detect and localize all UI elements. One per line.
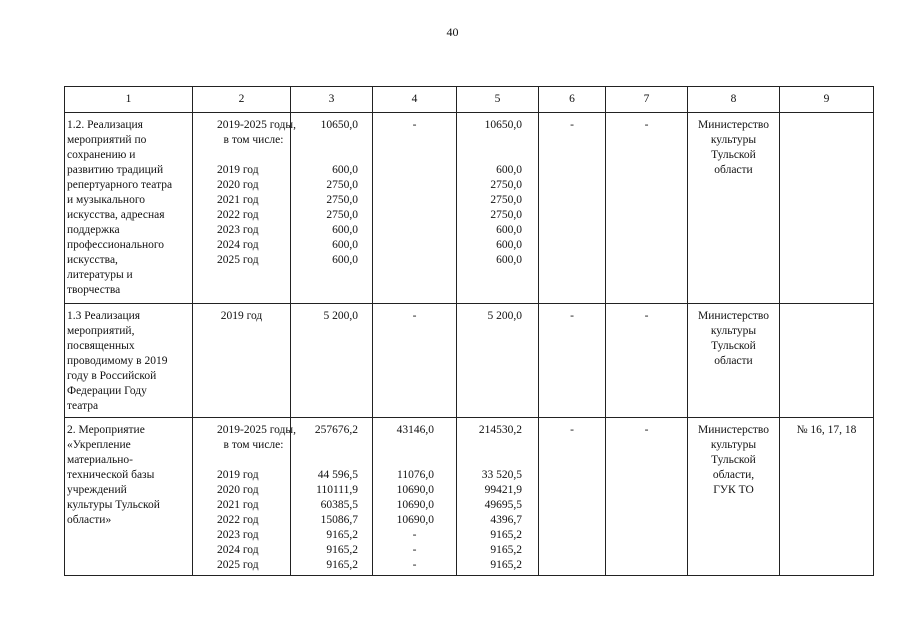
year-label: 2022 год bbox=[217, 209, 259, 221]
executor-line: Министерство bbox=[698, 424, 769, 436]
year-value: 10690,0 bbox=[396, 514, 434, 526]
header-cell-1: 1 bbox=[65, 87, 193, 113]
name-line: технической базы bbox=[67, 469, 155, 481]
year-value: 44 596,5 bbox=[317, 469, 358, 481]
header-cell-4: 4 bbox=[373, 87, 457, 113]
total-value: 10650,0 bbox=[484, 119, 522, 131]
header-row bbox=[65, 87, 874, 113]
name-line: Федерации Году bbox=[67, 385, 147, 397]
total-value: 257676,2 bbox=[314, 424, 358, 436]
col6-cell: - bbox=[539, 418, 606, 576]
name-line: литературы и bbox=[67, 269, 133, 281]
year-value: 600,0 bbox=[496, 239, 522, 251]
period-header: 2019-2025 годы, bbox=[217, 424, 297, 436]
executor-line: Тульской bbox=[711, 149, 756, 161]
year-value: 2750,0 bbox=[326, 209, 358, 221]
program-table bbox=[64, 86, 874, 576]
name-line: творчества bbox=[67, 284, 121, 296]
year-label: 2022 год bbox=[217, 514, 259, 526]
year-value: 9165,2 bbox=[490, 559, 522, 571]
name-line: мероприятий, bbox=[67, 325, 135, 337]
page-number: 40 bbox=[446, 25, 459, 39]
name-line: культуры Тульской bbox=[67, 499, 160, 511]
total-value: 43146,0 bbox=[396, 424, 434, 436]
regional-funding-cell bbox=[457, 304, 539, 418]
name-line: репертуарного театра bbox=[67, 179, 173, 191]
year-value: 110111,9 bbox=[316, 484, 358, 496]
year-value: 9165,2 bbox=[490, 529, 522, 541]
year-value: 60385,5 bbox=[320, 499, 358, 511]
regional-funding-cell bbox=[457, 113, 539, 304]
year-value: 9165,2 bbox=[490, 544, 522, 556]
col6-cell: - bbox=[539, 113, 606, 304]
year-label: 2025 год bbox=[217, 254, 259, 266]
total-value: - bbox=[412, 310, 417, 322]
year-value: 600,0 bbox=[332, 224, 358, 236]
total-funding-cell bbox=[291, 304, 373, 418]
year-value: 600,0 bbox=[496, 224, 522, 236]
executor-cell bbox=[688, 113, 780, 304]
name-line: материально- bbox=[67, 454, 133, 466]
executor-line: Министерство bbox=[698, 310, 769, 322]
year-label: 2019 год bbox=[217, 469, 259, 481]
year-label: 2024 год bbox=[217, 239, 259, 251]
year-value: 2750,0 bbox=[326, 194, 358, 206]
year-value: - bbox=[412, 529, 417, 541]
header-cell-6: 6 bbox=[539, 87, 606, 113]
period-header: 2019-2025 годы, bbox=[217, 119, 297, 131]
name-line: учреждений bbox=[67, 484, 127, 496]
year-value: 600,0 bbox=[496, 164, 522, 176]
total-value: 5 200,0 bbox=[323, 310, 358, 322]
indicator-cell: № 16, 17, 18 bbox=[780, 418, 874, 576]
name-line: мероприятий по bbox=[67, 134, 147, 146]
year-value: 2750,0 bbox=[490, 179, 522, 191]
total-value: 5 200,0 bbox=[487, 310, 522, 322]
executor-cell bbox=[688, 418, 780, 576]
year-value: 2750,0 bbox=[326, 179, 358, 191]
year-label: 2020 год bbox=[217, 484, 259, 496]
header-cell-7: 7 bbox=[606, 87, 688, 113]
year-value: 10690,0 bbox=[396, 484, 434, 496]
period-header: в том числе: bbox=[223, 134, 284, 146]
year-label: 2021 год bbox=[217, 499, 259, 511]
year-value: 9165,2 bbox=[326, 544, 358, 556]
total-value: 10650,0 bbox=[320, 119, 358, 131]
year-value: 600,0 bbox=[332, 164, 358, 176]
year-label: 2023 год bbox=[217, 529, 259, 541]
period-cell bbox=[193, 418, 297, 576]
year-value: 600,0 bbox=[332, 239, 358, 251]
name-line: театра bbox=[67, 400, 99, 412]
year-label: 2021 год bbox=[217, 194, 259, 206]
executor-line: области bbox=[714, 355, 753, 367]
executor-cell bbox=[688, 304, 780, 418]
year-label: 2025 год bbox=[217, 559, 259, 571]
table-row bbox=[65, 113, 874, 304]
year-value: 9165,2 bbox=[326, 559, 358, 571]
col7-cell: - bbox=[606, 304, 688, 418]
period-header: в том числе: bbox=[223, 439, 284, 451]
year-value: 600,0 bbox=[496, 254, 522, 266]
name-line: и музыкального bbox=[67, 194, 146, 206]
regional-funding-cell bbox=[457, 418, 539, 576]
name-line: году в Российской bbox=[67, 370, 157, 382]
header-cell-9: 9 bbox=[780, 87, 874, 113]
federal-funding-cell bbox=[373, 304, 457, 418]
name-line: искусства, bbox=[67, 254, 118, 266]
header-cell-8: 8 bbox=[688, 87, 780, 113]
name-line: искусства, адресная bbox=[67, 209, 165, 221]
total-funding-cell bbox=[291, 418, 373, 576]
year-value: 9165,2 bbox=[326, 529, 358, 541]
year-label: 2023 год bbox=[217, 224, 259, 236]
activity-name-cell bbox=[65, 304, 193, 418]
name-line: профессионального bbox=[67, 239, 165, 251]
name-line: 2. Мероприятие bbox=[67, 424, 145, 436]
name-line: области» bbox=[67, 514, 112, 526]
activity-name-cell bbox=[65, 113, 193, 304]
year-value: 2750,0 bbox=[490, 194, 522, 206]
col7-cell: - bbox=[606, 113, 688, 304]
year-value: 33 520,5 bbox=[481, 469, 522, 481]
table-row bbox=[65, 304, 874, 418]
year-value: 600,0 bbox=[332, 254, 358, 266]
executor-line: Тульской bbox=[711, 340, 756, 352]
executor-line: области, bbox=[712, 469, 755, 481]
name-line: поддержка bbox=[67, 224, 120, 236]
executor-line: Министерство bbox=[698, 119, 769, 131]
total-value: - bbox=[412, 119, 417, 131]
year-value: 4396,7 bbox=[490, 514, 522, 526]
executor-line: культуры bbox=[710, 134, 757, 146]
activity-name-cell bbox=[65, 418, 193, 576]
indicator-cell bbox=[780, 113, 874, 304]
year-value: - bbox=[412, 544, 417, 556]
year-label: 2019 год bbox=[217, 164, 259, 176]
name-line: посвященных bbox=[67, 340, 135, 352]
executor-line: культуры bbox=[710, 325, 757, 337]
year-value: 99421,9 bbox=[484, 484, 522, 496]
year-label: 2020 год bbox=[217, 179, 259, 191]
year-value: 2750,0 bbox=[490, 209, 522, 221]
year-label: 2024 год bbox=[217, 544, 259, 556]
federal-funding-cell bbox=[373, 418, 457, 576]
year-value: - bbox=[412, 559, 417, 571]
col6-cell: - bbox=[539, 304, 606, 418]
year-value: 49695,5 bbox=[484, 499, 522, 511]
period-cell: 2019 год bbox=[193, 304, 291, 418]
federal-funding-cell bbox=[373, 113, 457, 304]
col7-cell: - bbox=[606, 418, 688, 576]
header-cell-2: 2 bbox=[193, 87, 291, 113]
executor-line: Тульской bbox=[711, 454, 756, 466]
header-cell-5: 5 bbox=[457, 87, 539, 113]
indicator-cell bbox=[780, 304, 874, 418]
year-value: 11076,0 bbox=[397, 469, 434, 481]
name-line: 1.2. Реализация bbox=[67, 119, 143, 131]
name-line: проводимому в 2019 bbox=[67, 355, 168, 367]
name-line: сохранению и bbox=[67, 149, 136, 161]
year-value: 10690,0 bbox=[396, 499, 434, 511]
executor-line: области bbox=[714, 164, 753, 176]
total-value: 214530,2 bbox=[478, 424, 522, 436]
period-cell bbox=[193, 113, 297, 304]
name-line: «Укрепление bbox=[67, 439, 131, 451]
header-cell-3: 3 bbox=[291, 87, 373, 113]
table-row bbox=[65, 418, 874, 576]
name-line: 1.3 Реализация bbox=[67, 310, 141, 322]
total-funding-cell bbox=[291, 113, 373, 304]
executor-line: культуры bbox=[710, 439, 757, 451]
name-line: развитию традиций bbox=[67, 164, 164, 176]
year-value: 15086,7 bbox=[320, 514, 358, 526]
executor-line: ГУК ТО bbox=[713, 484, 754, 496]
